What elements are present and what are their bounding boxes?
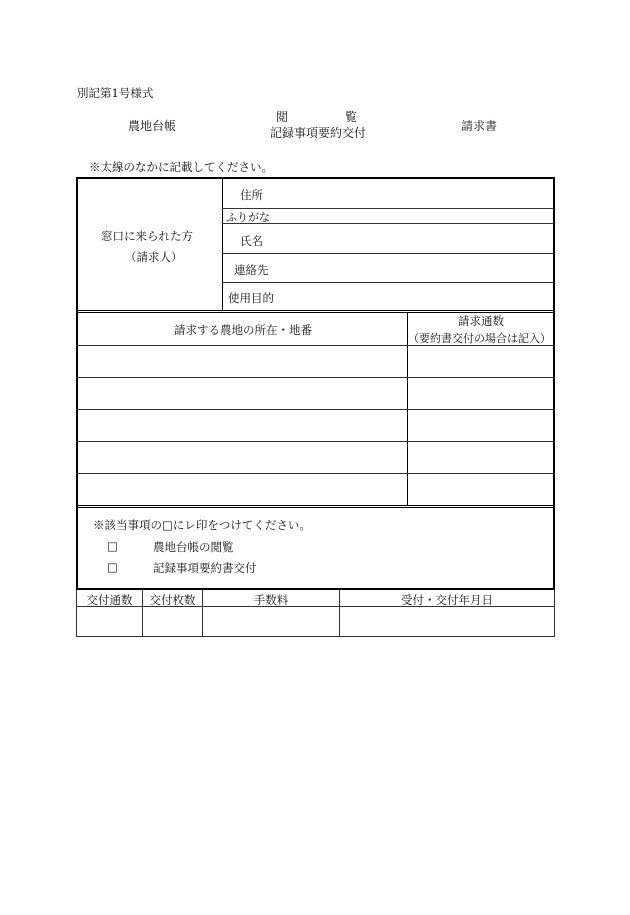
- header-issued-copies: 交付通数: [86, 593, 133, 607]
- furigana-label: ふりがな: [226, 211, 270, 224]
- requester-group-label: 窓口に来られた方: [101, 229, 193, 243]
- farmland-location-cell[interactable]: [78, 474, 406, 504]
- issued-copies-cell[interactable]: [77, 607, 142, 636]
- farmland-location-cell[interactable]: [78, 442, 406, 472]
- title-mid-top-right: 覧: [345, 110, 358, 124]
- furigana-field[interactable]: [300, 209, 553, 222]
- address-field[interactable]: [300, 179, 553, 207]
- farmland-location-cell[interactable]: [78, 346, 406, 376]
- purpose-label: 使用目的: [228, 291, 274, 305]
- farmland-location-cell[interactable]: [78, 410, 406, 440]
- farmland-copies-header: 請求通数: [458, 314, 504, 328]
- address-label: 住所: [240, 188, 263, 202]
- title-right: 請求書: [461, 119, 498, 133]
- title-mid-bottom: 記録事項要約交付: [270, 126, 367, 140]
- header-fee: 手数料: [253, 593, 289, 607]
- farmland-copies-cell[interactable]: [408, 474, 553, 504]
- header-issued-sheets: 交付枚数: [149, 593, 196, 607]
- name-label: 氏名: [240, 234, 263, 248]
- farmland-copies-subheader: （要約書交付の場合は記入）: [408, 332, 551, 345]
- contact-label: 連絡先: [234, 263, 269, 277]
- option-label-inspection: 農地台帳の閲覧: [153, 540, 234, 554]
- farmland-location-cell[interactable]: [78, 378, 406, 408]
- farmland-location-header: 請求する農地の所在・地番: [174, 323, 312, 337]
- fee-cell[interactable]: [203, 607, 339, 636]
- contact-field[interactable]: [300, 254, 553, 281]
- form-number: 別記第1号様式: [77, 86, 154, 100]
- title-left: 農地台帳: [128, 119, 177, 133]
- receipt-date-cell[interactable]: [340, 607, 554, 636]
- header-receipt-date: 受付・交付年月日: [401, 593, 493, 607]
- requester-group-sub: （請求人）: [125, 250, 183, 264]
- checkbox-inspection[interactable]: □: [107, 539, 118, 553]
- checkbox-summary[interactable]: □: [107, 560, 118, 574]
- farmland-copies-cell[interactable]: [408, 442, 553, 472]
- purpose-field[interactable]: [300, 283, 553, 309]
- note-thick-lines: ※太線のなかに記載してください。: [89, 160, 273, 174]
- name-field[interactable]: [300, 224, 553, 252]
- check-instruction: ※該当事項の□にレ印をつけてください。: [93, 518, 311, 532]
- title-mid-top-left: 閲: [276, 110, 289, 124]
- farmland-copies-cell[interactable]: [408, 410, 553, 440]
- issued-sheets-cell[interactable]: [143, 607, 202, 636]
- option-label-summary: 記録事項要約書交付: [153, 561, 257, 575]
- farmland-copies-cell[interactable]: [408, 346, 553, 376]
- farmland-copies-cell[interactable]: [408, 378, 553, 408]
